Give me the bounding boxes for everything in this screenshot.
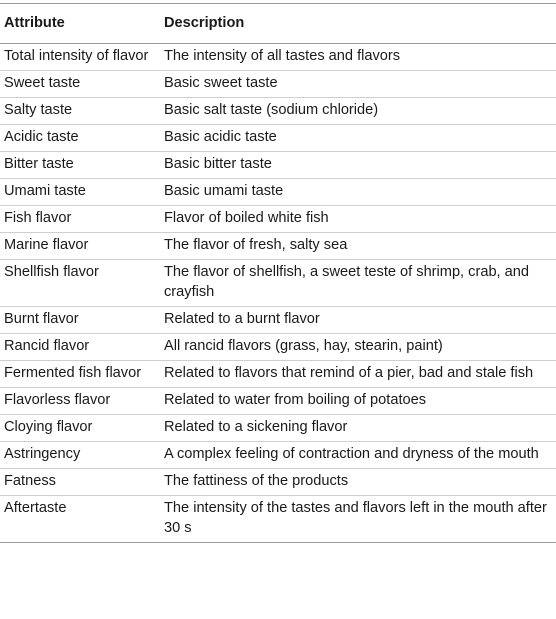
table-row	[0, 233, 556, 260]
attribute-cell: Sweet taste	[0, 71, 160, 98]
description-cell: Basic bitter taste	[160, 152, 556, 179]
description-cell: The intensity of the tastes and flavors left in the mouth after 30 s	[160, 496, 556, 543]
description-cell: Related to water from boiling of potatoes	[160, 388, 556, 415]
table-row	[0, 260, 556, 307]
description-cell: A complex feeling of contraction and dryness of the mouth	[160, 442, 556, 469]
description-cell: Related to a sickening flavor	[160, 415, 556, 442]
table-row	[0, 179, 556, 206]
description-cell: Basic salt taste (sodium chloride)	[160, 98, 556, 125]
attribute-cell: Marine flavor	[0, 233, 160, 260]
attribute-cell: Acidic taste	[0, 125, 160, 152]
table-header	[0, 4, 556, 44]
description-cell: Related to a burnt flavor	[160, 307, 556, 334]
attribute-cell: Bitter taste	[0, 152, 160, 179]
description-cell: The fattiness of the products	[160, 469, 556, 496]
description-cell: Basic acidic taste	[160, 125, 556, 152]
description-cell: Basic sweet taste	[160, 71, 556, 98]
attribute-cell: Burnt flavor	[0, 307, 160, 334]
attribute-cell: Astringency	[0, 442, 160, 469]
description-cell: All rancid flavors (grass, hay, stearin, paint)	[160, 334, 556, 361]
attribute-table	[0, 3, 556, 543]
description-cell: Related to flavors that remind of a pier, bad and stale fish	[160, 361, 556, 388]
description-cell: Basic umami taste	[160, 179, 556, 206]
table-row	[0, 388, 556, 415]
attribute-cell: Fish flavor	[0, 206, 160, 233]
description-cell: The flavor of fresh, salty sea	[160, 233, 556, 260]
table-row	[0, 415, 556, 442]
attribute-cell: Shellfish flavor	[0, 260, 160, 307]
header-description: Description	[160, 4, 556, 44]
attribute-cell: Fermented fish flavor	[0, 361, 160, 388]
table-row	[0, 98, 556, 125]
description-cell: Flavor of boiled white fish	[160, 206, 556, 233]
attribute-cell: Rancid flavor	[0, 334, 160, 361]
table-row	[0, 206, 556, 233]
table-row	[0, 496, 556, 543]
table-row	[0, 442, 556, 469]
attribute-cell: Umami taste	[0, 179, 160, 206]
header-attribute: Attribute	[0, 4, 160, 44]
attribute-cell: Flavorless flavor	[0, 388, 160, 415]
table-row	[0, 307, 556, 334]
table-row	[0, 361, 556, 388]
header-row	[0, 4, 556, 44]
attribute-cell: Salty taste	[0, 98, 160, 125]
table-row	[0, 125, 556, 152]
table-row	[0, 71, 556, 98]
attribute-cell: Aftertaste	[0, 496, 160, 543]
description-cell: The flavor of shellfish, a sweet teste of shrimp, crab, and crayfish	[160, 260, 556, 307]
description-cell: The intensity of all tastes and flavors	[160, 44, 556, 71]
table-row	[0, 152, 556, 179]
attribute-cell: Fatness	[0, 469, 160, 496]
attribute-cell: Total intensity of flavor	[0, 44, 160, 71]
table-body	[0, 44, 556, 543]
table-row	[0, 44, 556, 71]
table-row	[0, 469, 556, 496]
table-row	[0, 334, 556, 361]
attribute-cell: Cloying flavor	[0, 415, 160, 442]
